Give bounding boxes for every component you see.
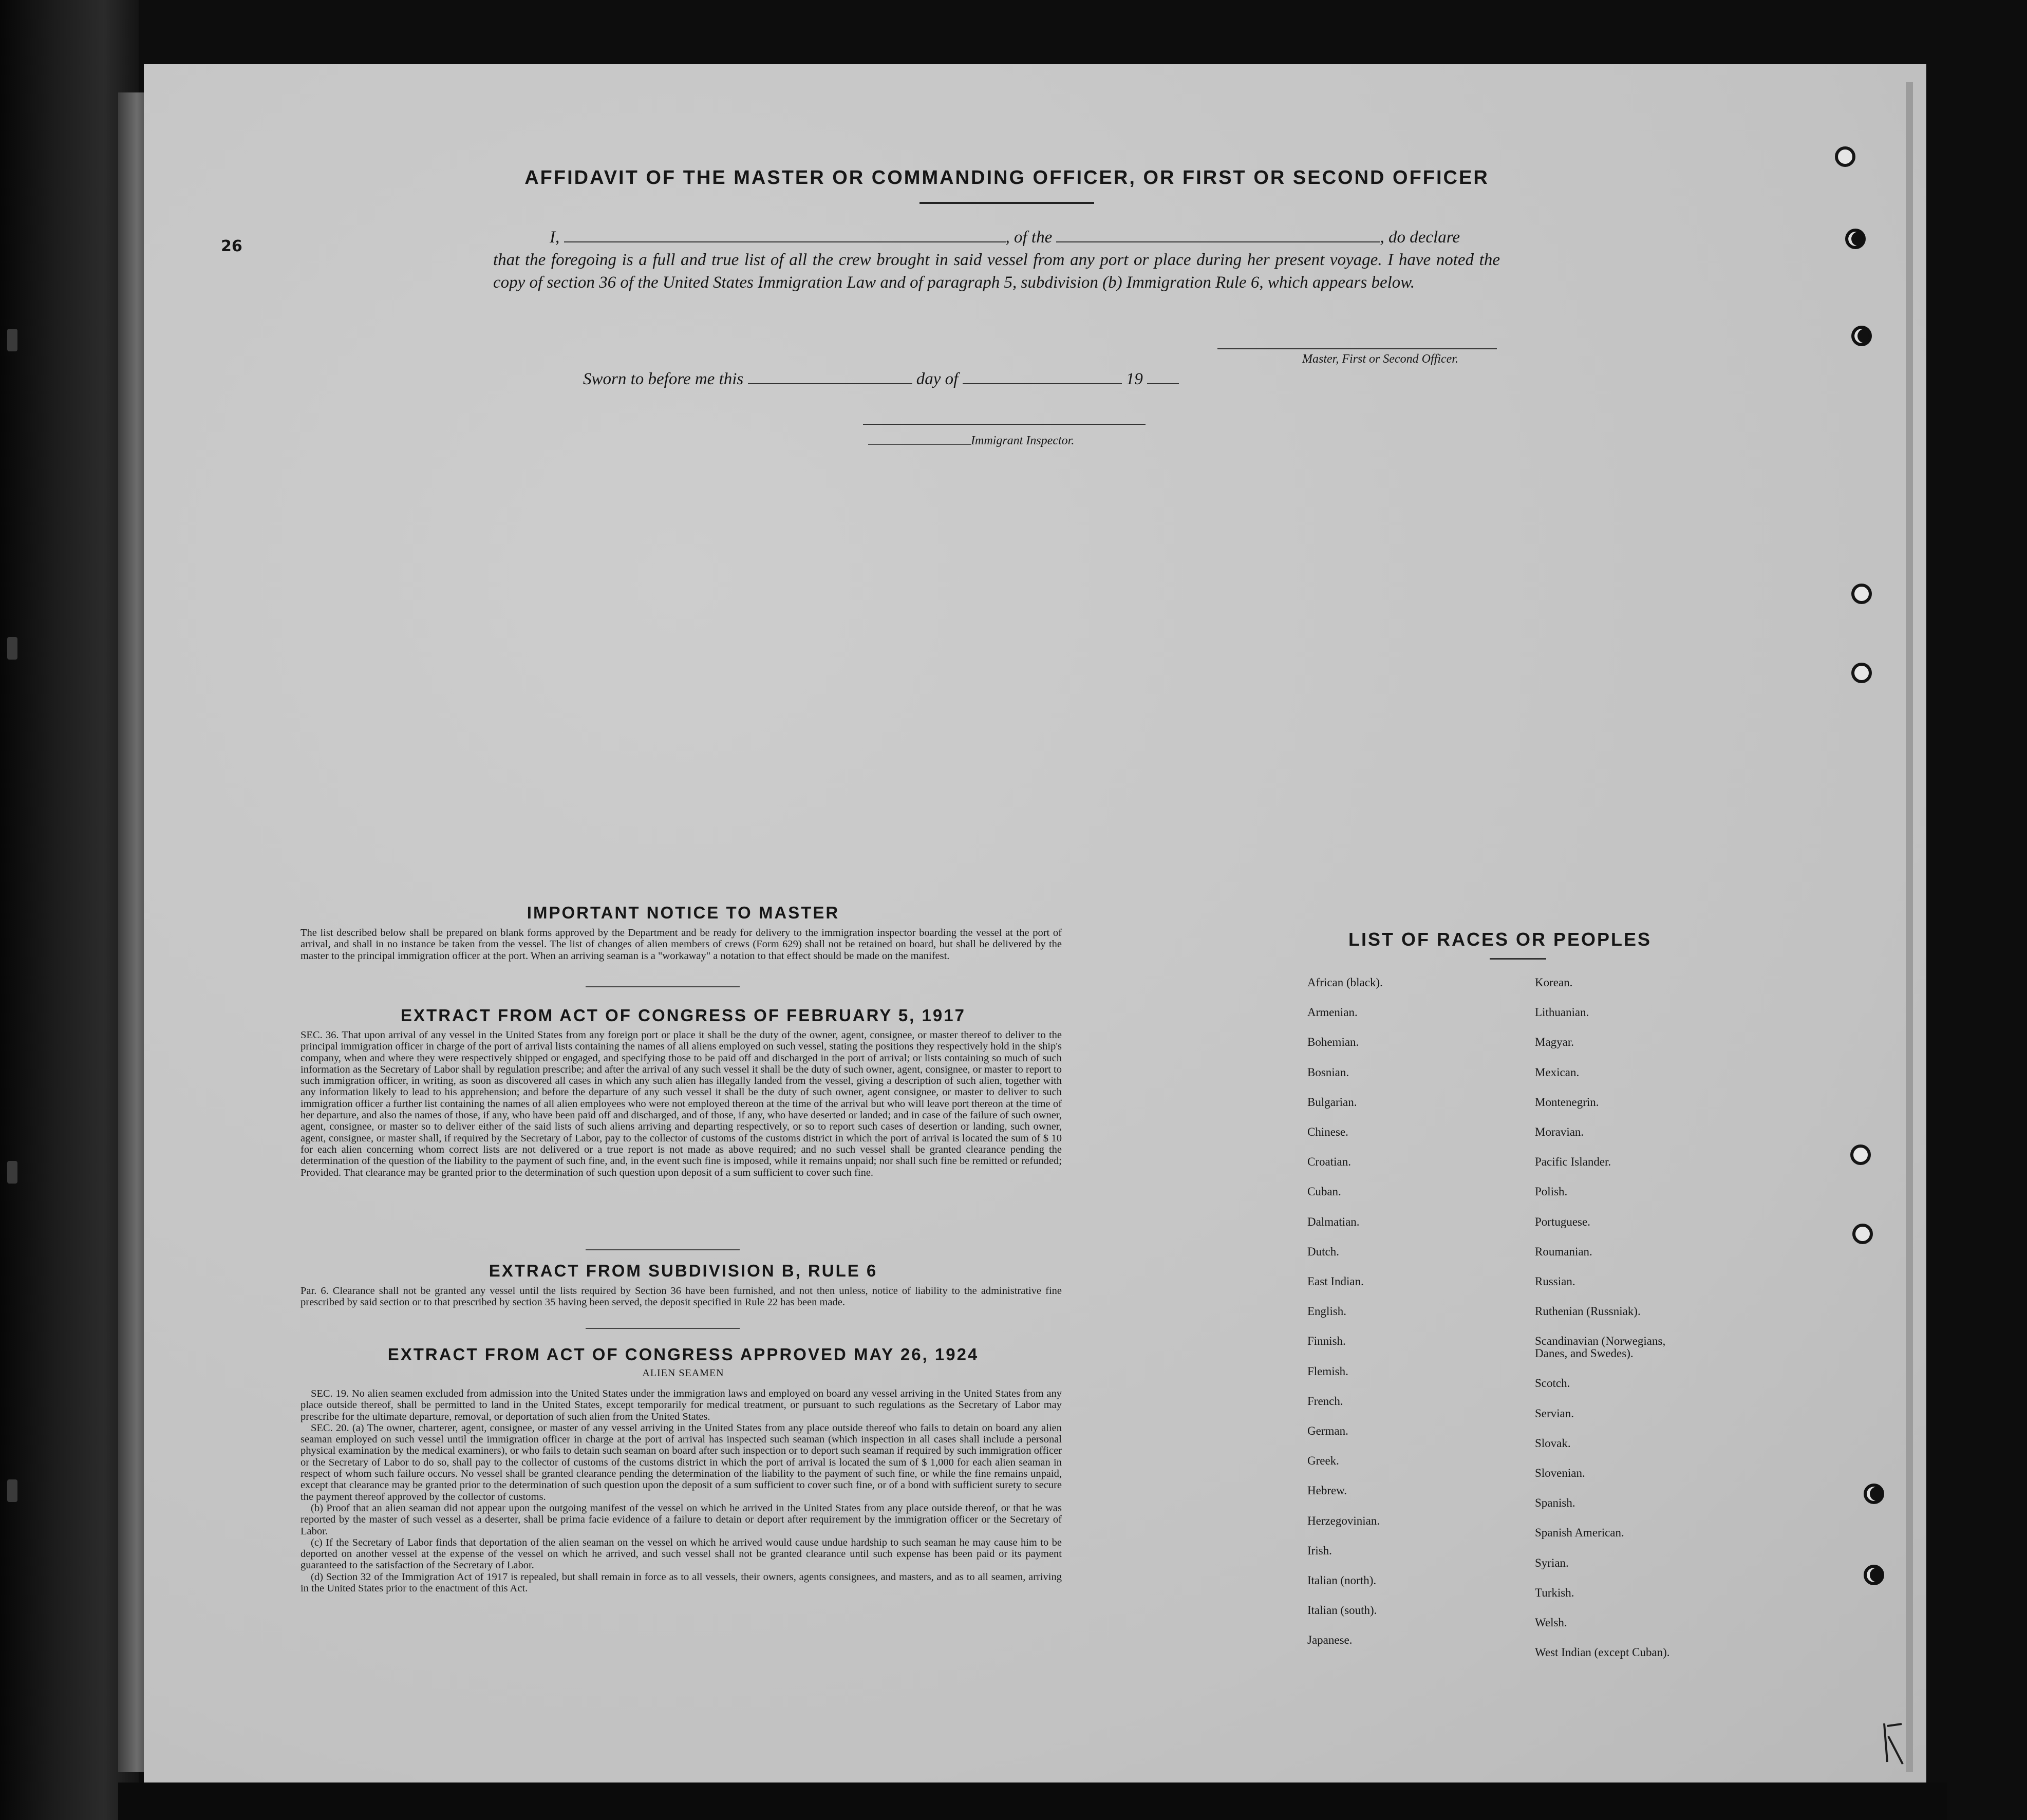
race-item: Servian.	[1535, 1406, 1574, 1420]
race-item: Spanish.	[1535, 1496, 1575, 1510]
master-signature-line[interactable]	[1217, 348, 1497, 349]
extract-1924-sec20d: (d) Section 32 of the Immigration Act of 1917 is repealed, but shall remain in force as to all vessels, their owners, agents consignees, and masters, and as to all seamen, arriving in the United States prior to the enactment of this Act.	[301, 1571, 1062, 1594]
declare-text: , do declare	[1380, 228, 1460, 247]
race-item: Lithuanian.	[1535, 1006, 1589, 1019]
extract-1924-sec19: SEC. 19. No alien seamen excluded from admission into the United States under the immigration laws and employed on board any vessel arriving in the United States from any place outside thereof, shall be permitted to land in the United States, except temporarily for medical treatment, or pursuant to such regulations as the Secretary of Labor may prescribe for the ultimate departure, removal, or deportation of such alien from the United States.	[301, 1388, 1062, 1422]
pencil-mark-icon	[1880, 1721, 1906, 1767]
race-item: Dalmatian.	[1307, 1215, 1360, 1228]
affidavit-body	[493, 226, 1500, 294]
race-item: Greek.	[1307, 1454, 1339, 1468]
race-item: Herzegovinian.	[1307, 1514, 1380, 1527]
race-item: Roumanian.	[1535, 1245, 1592, 1258]
race-item: East Indian.	[1307, 1275, 1364, 1288]
notice-text: The list described below shall be prepared on blank forms approved by the Department and be ready for delivery to the immigration inspector boarding the vessel at the port of arrival, and shall in no instance be taken from the vessel. The list of changes of alien members of crews (Form 629) shall not be retained on board, but shall be delivered by the master to the principal immigration officer at the port. When an arriving seaman is a "workaway" a notation to that effect should be made on the manifest.	[301, 927, 1062, 962]
race-item: Pacific Islander.	[1535, 1155, 1611, 1169]
declarant-name-field[interactable]	[564, 227, 1006, 242]
declarant-prefix: I,	[550, 228, 560, 247]
race-item: French.	[1307, 1394, 1343, 1408]
punch-hole	[1850, 1144, 1871, 1165]
extract-1917-title: EXTRACT FROM ACT OF CONGRESS OF FEBRUARY 5, 1917	[401, 1006, 966, 1025]
race-item: German.	[1307, 1424, 1348, 1438]
race-item: Russian.	[1535, 1275, 1575, 1288]
sworn-date-field[interactable]	[748, 369, 912, 384]
race-item: Slovenian.	[1535, 1467, 1585, 1480]
declaration-text: that the foregoing is a full and true list of all the crew brought in said vessel from any port or place during her present voyage. I have noted the copy of section 36 of the United States Immigration Law and of paragraph 5, subdivision (b) Immigration Rule 6, which appears below.	[493, 251, 1500, 292]
margin-mark: 26	[221, 237, 242, 255]
punch-hole	[1852, 1224, 1873, 1244]
sworn-year-prefix: 19	[1125, 370, 1143, 388]
race-item: Montenegrin.	[1535, 1095, 1599, 1109]
race-item: Hebrew.	[1307, 1484, 1347, 1497]
vessel-name-field[interactable]	[1056, 227, 1380, 242]
race-item: Irish.	[1307, 1544, 1332, 1557]
notice-title: IMPORTANT NOTICE TO MASTER	[527, 903, 840, 922]
section-divider	[586, 1328, 740, 1329]
title-underline	[919, 202, 1094, 204]
races-right-column	[1535, 968, 1771, 1667]
race-item: English.	[1307, 1305, 1347, 1318]
inspector-caption: Immigrant Inspector.	[971, 434, 1075, 447]
punch-hole	[1835, 146, 1855, 167]
extract-1924-sec20c: (c) If the Secretary of Labor finds that deportation of the alien seaman on the vessel on which he arrived would cause undue hardship to such seaman he may cause him to be deported on another vessel at the expense of the vessel on which he arrived, and such vessel shall not be granted clearance until such expense has been paid or its payment guaranteed to the satisfaction of the Secretary of Labor.	[301, 1536, 1062, 1571]
race-item: Croatian.	[1307, 1155, 1351, 1169]
extract-1924-sec20a: SEC. 20. (a) The owner, charterer, agent, consignee, or master of any vessel arriving in the United States from any place outside thereof who fails to detain on board any alien seaman employed on such vessel until the immigration officer in charge at the port of arrival has inspected such seaman (which inspection in all cases shall include a personal physical examination by the medical examiners), or who fails to detain such seaman on board after such inspection or to deport such seaman if required by such immigration officer or the Secretary of Labor to do so, shall pay to the collector of customs of the customs district in which the port of arrival is located the sum of $ 1,000 for each alien seaman in respect of whom such failure occurs. No vessel shall be granted clearance pending the determination of the liability to the payment of such fine, or while the fine remains unpaid, except that clearance may be granted prior to the determination of such question upon the deposit of a sum sufficient to cover such fine, or of a bond with sufficient surety to secure the payment thereof approved by the collector of customs.	[301, 1422, 1062, 1503]
extract-1924-title: EXTRACT FROM ACT OF CONGRESS APPROVED MAY 26, 1924	[387, 1345, 979, 1364]
punch-hole	[1851, 584, 1872, 604]
extract-1924-sec20b: (b) Proof that an alien seaman did not appear upon the outgoing manifest of the vessel on which he arrived in the United States from any place outside thereof, or that he was reported by the master of such vessel as a deserter, shall be prima facie evidence of a failure to detain or deport after requirement by the immigration officer or the Secretary of Labor.	[301, 1502, 1062, 1537]
section-divider	[586, 986, 740, 987]
race-item: Turkish.	[1535, 1586, 1574, 1599]
race-item: Dutch.	[1307, 1245, 1339, 1258]
races-left-column	[1307, 968, 1523, 1656]
race-item: Cuban.	[1307, 1185, 1341, 1198]
inspector-signature-line[interactable]	[863, 424, 1146, 425]
extract-1924-body	[301, 1388, 1062, 1594]
extract-rule6-title: EXTRACT FROM SUBDIVISION B, RULE 6	[489, 1261, 878, 1280]
punch-hole	[1851, 326, 1872, 346]
races-title: LIST OF RACES OR PEOPLES	[1348, 929, 1652, 950]
punch-hole	[1864, 1565, 1884, 1585]
race-item: Korean.	[1535, 976, 1573, 989]
scan-bottom-shadow	[118, 1783, 1947, 1820]
race-item: Slovak.	[1535, 1436, 1571, 1450]
race-item: Polish.	[1535, 1185, 1568, 1198]
race-item: Bulgarian.	[1307, 1095, 1357, 1109]
sworn-year-field[interactable]	[1147, 369, 1179, 384]
race-item: Finnish.	[1307, 1335, 1346, 1348]
extract-rule6-text: Par. 6. Clearance shall not be granted any vessel until the lists required by Section 36 have been furnished, and not then unless, notice of liability to the administrative fine prescribed by said section or to that prescribed by section 35 having been served, the deposit specified in Rule 22 has been made.	[301, 1285, 1062, 1308]
race-item: Bohemian.	[1307, 1036, 1359, 1049]
punch-hole	[1864, 1484, 1884, 1504]
race-item: Spanish American.	[1535, 1526, 1624, 1540]
inspector-line-short	[868, 444, 971, 445]
race-item: Flemish.	[1307, 1364, 1348, 1378]
affidavit-title: AFFIDAVIT OF THE MASTER OR COMMANDING OFFICER, OR FIRST OR SECOND OFFICER	[524, 167, 1489, 189]
races-title-underline	[1490, 958, 1546, 960]
binding-notch	[7, 1479, 17, 1502]
race-item: West Indian (except Cuban).	[1535, 1646, 1670, 1659]
sworn-day-label: day of	[916, 370, 959, 388]
sworn-prefix: Sworn to before me this	[583, 370, 744, 388]
vessel-prefix: , of the	[1005, 228, 1053, 247]
extract-1924-subtitle: ALIEN SEAMEN	[642, 1367, 724, 1379]
race-item: Portuguese.	[1535, 1215, 1590, 1228]
race-item: Moravian.	[1535, 1125, 1584, 1139]
punch-hole	[1851, 663, 1872, 683]
race-item: Chinese.	[1307, 1125, 1348, 1139]
race-item: Scotch.	[1535, 1377, 1570, 1390]
punch-hole	[1845, 229, 1866, 249]
page-right-edge	[1906, 82, 1913, 1772]
race-item: Armenian.	[1307, 1006, 1358, 1019]
race-item: Magyar.	[1535, 1036, 1574, 1049]
race-item: Japanese.	[1307, 1634, 1353, 1647]
race-item: Ruthenian (Russniak).	[1535, 1305, 1641, 1318]
sworn-line	[583, 369, 1179, 389]
binding-notch	[7, 637, 17, 660]
race-item: Italian (north).	[1307, 1574, 1377, 1587]
sworn-month-field[interactable]	[963, 369, 1122, 384]
race-item: African (black).	[1307, 976, 1383, 989]
race-item: Syrian.	[1535, 1556, 1569, 1569]
binding-notch	[7, 1161, 17, 1184]
race-item: Scandinavian (Norwegians, Danes, and Swedes).	[1535, 1335, 1666, 1360]
race-item: Bosnian.	[1307, 1065, 1349, 1079]
section-divider	[586, 1249, 740, 1250]
race-item: Mexican.	[1535, 1065, 1580, 1079]
race-item: Welsh.	[1535, 1616, 1567, 1629]
extract-1917-text: SEC. 36. That upon arrival of any vessel in the United States from any foreign port or place it shall be the duty of the owner, agent, consignee, or master thereof to deliver to the principal immigration officer in charge of the port of arrival lists containing the names of all aliens employed on such vessel, stating the positions they respectively hold in the ship's company, when and where they were respectively shipped or engaged, and specifying those to be paid off and discharged in the port of arrival; or lists containing so much of such information as the Secretary of Labor shall by regulation prescribe; and after the arrival of any such vessel it shall be the duty of such owner, agent, consignee, or master to report to such immigration officer, in writing, as soon as discovered all cases in which any such alien has illegally landed from the vessel, giving a description of such alien, together with any information likely to lead to his apprehension; and before the departure of any such vessel it shall be the duty of such owner, agent consignee, or master to deliver to such immigration officer a further list containing the names of all alien employees who were not employed thereon at the time of the arrival but who will leave port thereon at the time of her departure, and also the names of those, if any, who have been paid off and discharged, and of those, if any, who have deserted or landed; and in case of the failure of such owner, agent, consignee, or master so to deliver either of the said lists of such aliens arriving and departing respectively, or so to report such cases of desertion or landing, such owner, agent, consignee, or master shall, if required by the Secretary of Labor, pay to the collector of customs of the customs district in which the port of arrival is located the sum of $ 10 for each alien concerning whom correct lists are not delivered or a true report is not made as above required; and no such vessel shall be granted clearance pending the determination of the question of the liability to the payment of such fine, and, in the event such fine is imposed, while it remains unpaid; nor shall such fine be remitted or refunded; Provided. That clearance may be granted prior to the determination of such question upon deposit of a sum sufficient to cover such fine.	[301, 1029, 1062, 1178]
binding-notch	[7, 329, 17, 351]
master-signature-caption: Master, First or Second Officer.	[1302, 352, 1458, 366]
race-item: Italian (south).	[1307, 1604, 1377, 1617]
